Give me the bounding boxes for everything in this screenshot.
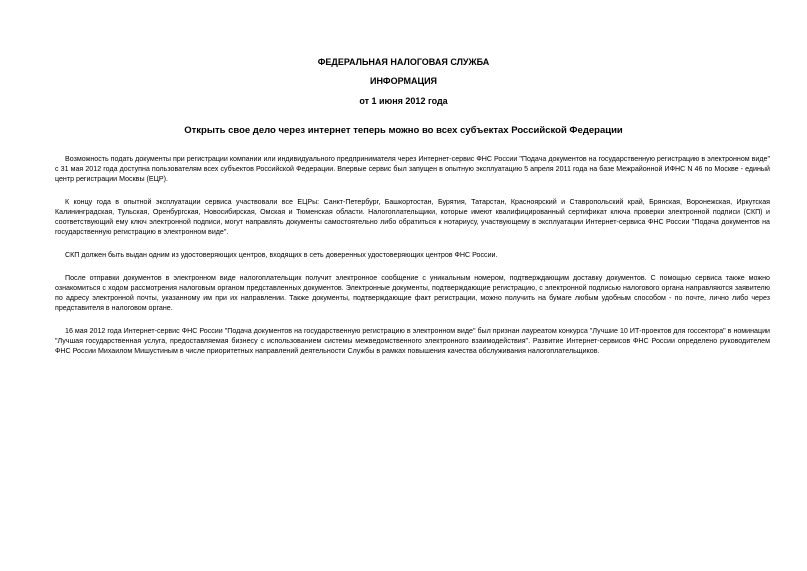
- paragraph-3: СКП должен быть выдан одним из удостоверяющих центров, входящих в сеть доверенных удостоверяющих центров ФНС России.: [65, 251, 498, 259]
- document-type: ИНФОРМАЦИЯ: [369, 76, 438, 86]
- paragraph-1: Возможность подать документы при регистрации компании или индивидуального предпринимателя через Интернет-сервис ФНС России "Подача документов на государственную регистрацию в электронном виде" с 31 мая 2012 года доступна пользователям всех субъектов Российской Федерации. Впервые сервис был запущен в опытную эксплуатацию 5 апреля 2011 года на базе Межрайонной ИФНС N 46 по Москве - единый центр регистрации Москвы (ЕЦР).: [55, 155, 770, 183]
- document-body: [55, 154, 770, 369]
- document-date: от 1 июня 2012 года: [359, 96, 448, 106]
- document-subject: Открыть свое дело через интернет теперь можно во всех субъектах Российской Федерации: [184, 125, 623, 136]
- paragraph-2: К концу года в опытной эксплуатации сервиса участвовали все ЕЦРы: Санкт-Петербург, Башкортостан, Бурятия, Татарстан, Красноярский и Ставропольский край, Брянская, Воронежская, Иркутская Калининградская, Тульская, Оренбургская, Новосибирская, Омская и Тюменская области. Налогоплательщики, которые имеют квалифицированный сертификат ключа проверки электронной подписи (СКП) и соответствующий ему ключ электронной подписи, могут направлять документы самостоятельно либо обратиться к нотариусу, участвующему в эксплуатации Интернет-сервиса ФНС России "Подача документов на государственную регистрацию в электронном виде".: [55, 198, 770, 236]
- paragraph-4: После отправки документов в электронном виде налогоплательщик получит электронное сообщение с уникальным номером, подтверждающим доставку документов. С помощью сервиса также можно ознакомиться с ходом рассмотрения налоговым органом представленных документов. Электронные документы, подтверждающие регистрацию, с электронной подписью налогового органа направляются заявителю по адресу электронной почты, указанному им при их направлении. Также документы, подтверждающие факт регистрации, можно получить на бумаге любым удобным способом - по почте, лично либо через представителя в налоговом органе.: [55, 274, 770, 312]
- agency-title: ФЕДЕРАЛЬНАЯ НАЛОГОВАЯ СЛУЖБА: [317, 57, 490, 67]
- paragraph-5: 16 мая 2012 года Интернет-сервис ФНС России "Подача документов на государственную регистрацию в электронном виде" был признан лауреатом конкурса "Лучшие 10 ИТ-проектов для госсектора" в номинации "Лучшая государственная услуга, предоставляемая бизнесу с использованием системы межведомственного электронного взаимодействия". Развитие Интернет-сервисов ФНС России определено руководителем ФНС России Михаилом Мишустиным в числе приоритетных направлений деятельности Службы в рамках повышения качества обслуживания налогоплательщиков.: [55, 327, 770, 355]
